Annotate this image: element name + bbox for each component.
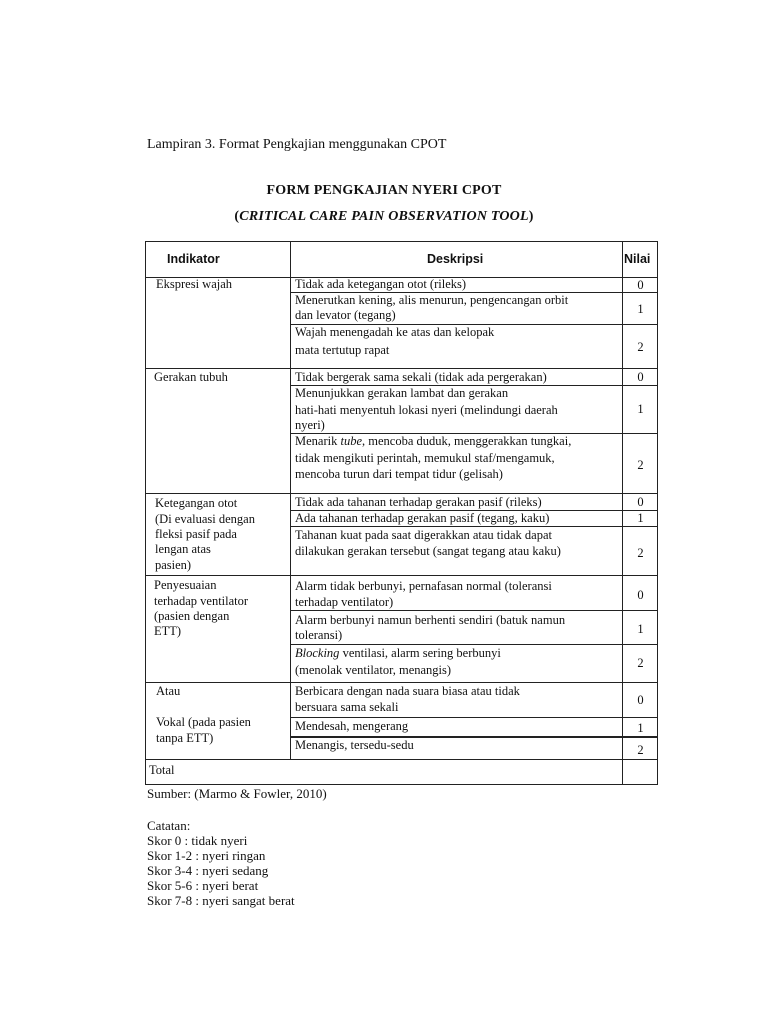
row-divider bbox=[291, 644, 657, 645]
notes-title: Catatan: bbox=[147, 818, 191, 833]
nilai-value: 2 bbox=[637, 458, 644, 472]
deskripsi-text: Menunjukkan gerakan lambat dan gerakan bbox=[295, 386, 509, 400]
nilai-value: 1 bbox=[637, 622, 644, 636]
subtitle-close-paren: ) bbox=[528, 209, 534, 224]
deskripsi-text: bersuara sama sekali bbox=[295, 700, 399, 714]
deskripsi-text: mencoba turun dari tempat tidur (gelisah) bbox=[295, 467, 503, 481]
deskripsi-text: Ada tahanan terhadap gerakan pasif (tegang, kaku) bbox=[295, 511, 550, 525]
indikator-label: tanpa ETT) bbox=[156, 731, 214, 745]
score-note: Skor 3-4 : nyeri sedang bbox=[147, 863, 269, 878]
deskripsi-text: Menerutkan kening, alis menurun, pengencangan orbit bbox=[295, 293, 569, 307]
group-divider bbox=[146, 368, 657, 369]
nilai-value: 1 bbox=[637, 721, 644, 735]
indikator-label: ETT) bbox=[154, 624, 182, 638]
nilai-value: 0 bbox=[637, 495, 644, 509]
indikator-label: lengan atas bbox=[155, 542, 211, 556]
nilai-value: 0 bbox=[637, 693, 644, 707]
deskripsi-text: Alarm berbunyi namun berhenti sendiri (batuk namun bbox=[295, 613, 566, 627]
deskripsi-text: dan levator (tegang) bbox=[295, 308, 396, 322]
deskripsi-text: Wajah menengadah ke atas dan kelopak bbox=[295, 325, 495, 339]
source-citation: Sumber: (Marmo & Fowler, 2010) bbox=[147, 786, 327, 801]
header-deskripsi: Deskripsi bbox=[427, 252, 484, 266]
deskripsi-text: Tidak bergerak sama sekali (tidak ada pergerakan) bbox=[295, 370, 547, 384]
indikator-label: Penyesuaian bbox=[154, 578, 217, 592]
nilai-value: 0 bbox=[637, 370, 644, 384]
deskripsi-text: Tidak ada ketegangan otot (rileks) bbox=[295, 277, 467, 291]
deskripsi-text bbox=[295, 646, 501, 662]
nilai-value: 2 bbox=[637, 546, 644, 560]
deskripsi-text: Mendesah, mengerang bbox=[295, 719, 409, 733]
subtitle-italic-text: CRITICAL CARE PAIN OBSERVATION TOOL bbox=[239, 209, 529, 224]
form-title: FORM PENGKAJIAN NYERI CPOT bbox=[266, 183, 502, 198]
deskripsi-text: nyeri) bbox=[295, 418, 325, 432]
deskripsi-italic-term: tube bbox=[340, 434, 363, 448]
nilai-value: 2 bbox=[637, 743, 644, 757]
indikator-label: terhadap ventilator bbox=[154, 594, 249, 608]
indikator-label: Ketegangan otot bbox=[155, 496, 238, 510]
deskripsi-text bbox=[295, 434, 571, 450]
deskripsi-text-part: , mencoba duduk, menggerakkan tungkai, bbox=[362, 434, 572, 448]
deskripsi-text: terhadap ventilator) bbox=[295, 595, 394, 609]
indikator-label: pasien) bbox=[155, 558, 192, 572]
deskripsi-text: mata tertutup rapat bbox=[295, 343, 390, 357]
deskripsi-text: hati-hati menyentuh lokasi nyeri (melindungi daerah bbox=[295, 403, 558, 417]
total-row-divider bbox=[146, 759, 657, 760]
total-label: Total bbox=[149, 763, 175, 777]
indikator-label: (pasien dengan bbox=[154, 609, 230, 623]
indikator-label: fleksi pasif pada bbox=[155, 527, 237, 541]
deskripsi-text: Berbicara dengan nada suara biasa atau tidak bbox=[295, 684, 520, 698]
header-nilai: Nilai bbox=[624, 252, 651, 266]
appendix-title: Lampiran 3. Format Pengkajian menggunakan CPOT bbox=[147, 137, 447, 152]
indikator-label: Gerakan tubuh bbox=[154, 370, 228, 384]
deskripsi-text: toleransi) bbox=[295, 628, 343, 642]
subtitle-open-paren: ( bbox=[234, 209, 240, 224]
deskripsi-text: Menangis, tersedu-sedu bbox=[295, 738, 414, 752]
deskripsi-text: dilakukan gerakan tersebut (sangat tegang atau kaku) bbox=[295, 544, 561, 558]
nilai-value: 1 bbox=[637, 402, 644, 416]
indikator-label: (Di evaluasi dengan bbox=[155, 512, 255, 526]
group-divider bbox=[146, 575, 657, 576]
deskripsi-text: tidak mengikuti perintah, memukul staf/mengamuk, bbox=[295, 451, 555, 465]
indikator-label: Vokal (pada pasien bbox=[156, 715, 251, 729]
indikator-label: Ekspresi wajah bbox=[156, 277, 233, 291]
score-note: Skor 0 : tidak nyeri bbox=[147, 833, 248, 848]
nilai-value: 2 bbox=[637, 656, 644, 670]
nilai-value: 1 bbox=[637, 302, 644, 316]
score-note: Skor 7-8 : nyeri sangat berat bbox=[147, 893, 295, 908]
row-divider bbox=[291, 717, 657, 718]
nilai-value: 0 bbox=[637, 278, 644, 292]
group-divider bbox=[146, 493, 657, 494]
deskripsi-text: Tahanan kuat pada saat digerakkan atau tidak dapat bbox=[295, 528, 552, 542]
deskripsi-text: (menolak ventilator, menangis) bbox=[295, 663, 452, 677]
nilai-value: 2 bbox=[637, 340, 644, 354]
form-subtitle bbox=[0, 209, 768, 225]
nilai-value: 1 bbox=[637, 511, 644, 525]
deskripsi-text: Tidak ada tahanan terhadap gerakan pasif (rileks) bbox=[295, 495, 542, 509]
deskripsi-text-part: Menarik bbox=[295, 434, 341, 448]
nilai-value: 0 bbox=[637, 588, 644, 602]
group-divider bbox=[146, 682, 657, 683]
deskripsi-italic-term: Blocking bbox=[295, 646, 340, 660]
cpot-table bbox=[145, 241, 658, 785]
deskripsi-text: Alarm tidak berbunyi, pernafasan normal (toleransi bbox=[295, 579, 552, 593]
score-note: Skor 5-6 : nyeri berat bbox=[147, 878, 259, 893]
deskripsi-text-part: ventilasi, alarm sering berbunyi bbox=[339, 646, 501, 660]
header-indikator: Indikator bbox=[167, 252, 220, 266]
indikator-label: Atau bbox=[156, 684, 181, 698]
score-note: Skor 1-2 : nyeri ringan bbox=[147, 848, 266, 863]
